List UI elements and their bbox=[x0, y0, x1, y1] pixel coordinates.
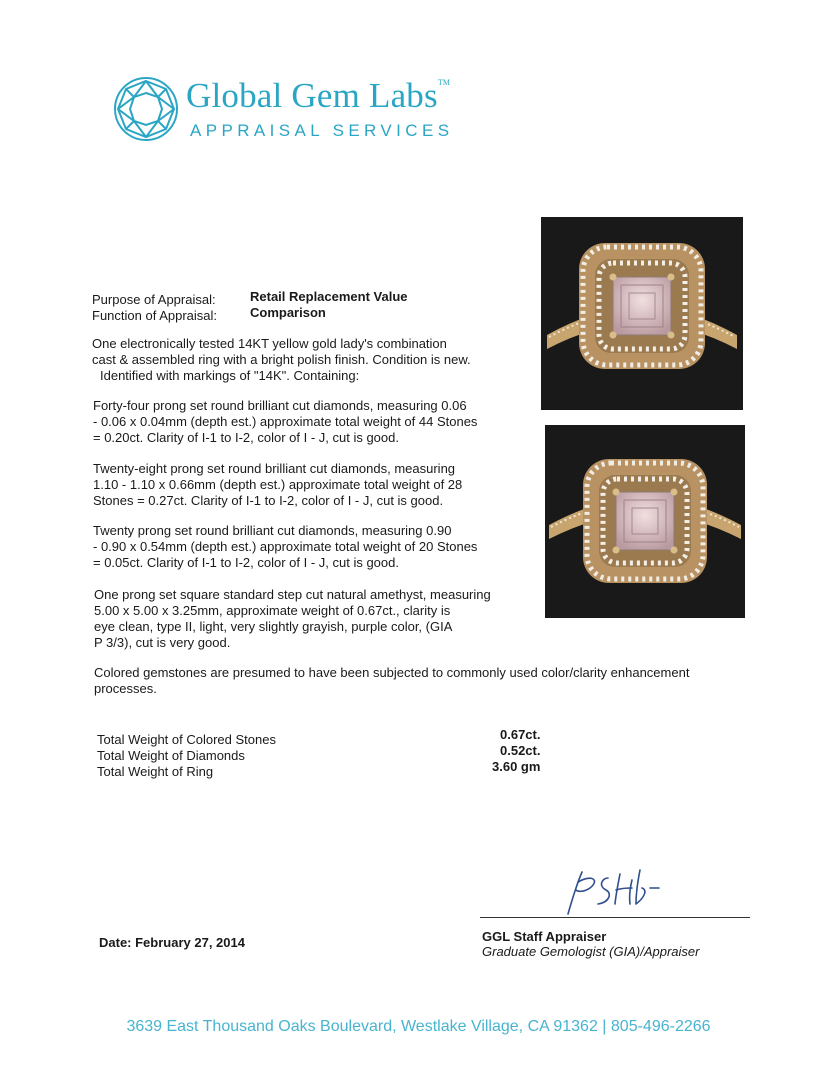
stone-line: Stones = 0.27ct. Clarity of I-1 to I-2, color of I - J, cut is good. bbox=[93, 493, 444, 508]
stone-line: P 3/3), cut is very good. bbox=[94, 635, 231, 650]
trademark-mark: TM bbox=[437, 78, 451, 87]
total-label: Total Weight of Diamonds bbox=[97, 748, 245, 763]
ring-photo-top bbox=[541, 217, 743, 410]
signature-line bbox=[480, 917, 750, 918]
description-line: Identified with markings of "14K". Containing: bbox=[100, 368, 360, 383]
company-subtitle: APPRAISAL SERVICES bbox=[190, 121, 454, 140]
function-value: Comparison bbox=[250, 305, 326, 320]
function-label: Function of Appraisal: bbox=[92, 308, 218, 323]
description-line: One electronically tested 14KT yellow gold lady's combination bbox=[92, 336, 447, 351]
total-value: 3.60 gm bbox=[492, 759, 541, 774]
description-line: cast & assembled ring with a bright polish finish. Condition is new. bbox=[92, 352, 471, 367]
footer-address: 3639 East Thousand Oaks Boulevard, Westlake Village, CA 91362 | 805-496-2266 bbox=[126, 1018, 711, 1035]
total-label: Total Weight of Ring bbox=[97, 764, 214, 779]
stone-line: - 0.06 x 0.04mm (depth est.) approximate total weight of 44 Stones bbox=[93, 414, 478, 429]
appraiser-credential: Graduate Gemologist (GIA)/Appraiser bbox=[482, 944, 700, 959]
appraisal-date: Date: February 27, 2014 bbox=[99, 935, 245, 950]
purpose-value: Retail Replacement Value bbox=[250, 289, 408, 304]
gem-logo-icon bbox=[112, 75, 180, 143]
purpose-label: Purpose of Appraisal: bbox=[92, 292, 216, 307]
company-name-text: Global Gem Labs bbox=[186, 76, 438, 115]
stone-line: 1.10 - 1.10 x 0.66mm (depth est.) approximate total weight of 28 bbox=[93, 477, 463, 492]
company-name bbox=[186, 76, 450, 116]
stone-line: = 0.05ct. Clarity of I-1 to I-2, color of I - J, cut is good. bbox=[93, 555, 399, 570]
stone-line: = 0.20ct. Clarity of I-1 to I-2, color of I - J, cut is good. bbox=[93, 430, 399, 445]
stone-line: One prong set square standard step cut natural amethyst, measuring bbox=[94, 587, 491, 602]
stone-line: Twenty-eight prong set round brilliant cut diamonds, measuring bbox=[93, 461, 456, 476]
appraiser-title: GGL Staff Appraiser bbox=[482, 929, 607, 944]
total-value: 0.52ct. bbox=[500, 743, 541, 758]
disclaimer-line: Colored gemstones are presumed to have been subjected to commonly used color/clarity enhancement bbox=[94, 665, 690, 680]
total-label: Total Weight of Colored Stones bbox=[97, 732, 276, 747]
stone-line: Forty-four prong set round brilliant cut diamonds, measuring 0.06 bbox=[93, 398, 467, 413]
stone-line: Twenty prong set round brilliant cut diamonds, measuring 0.90 bbox=[93, 523, 452, 538]
total-value: 0.67ct. bbox=[500, 727, 541, 742]
ring-photo-bottom bbox=[545, 425, 745, 618]
appraiser-signature bbox=[558, 858, 668, 918]
stone-line: 5.00 x 5.00 x 3.25mm, approximate weight of 0.67ct., clarity is bbox=[94, 603, 451, 618]
disclaimer-line: processes. bbox=[94, 681, 157, 696]
stone-line: eye clean, type II, light, very slightly grayish, purple color, (GIA bbox=[94, 619, 453, 634]
stone-line: - 0.90 x 0.54mm (depth est.) approximate total weight of 20 Stones bbox=[93, 539, 478, 554]
